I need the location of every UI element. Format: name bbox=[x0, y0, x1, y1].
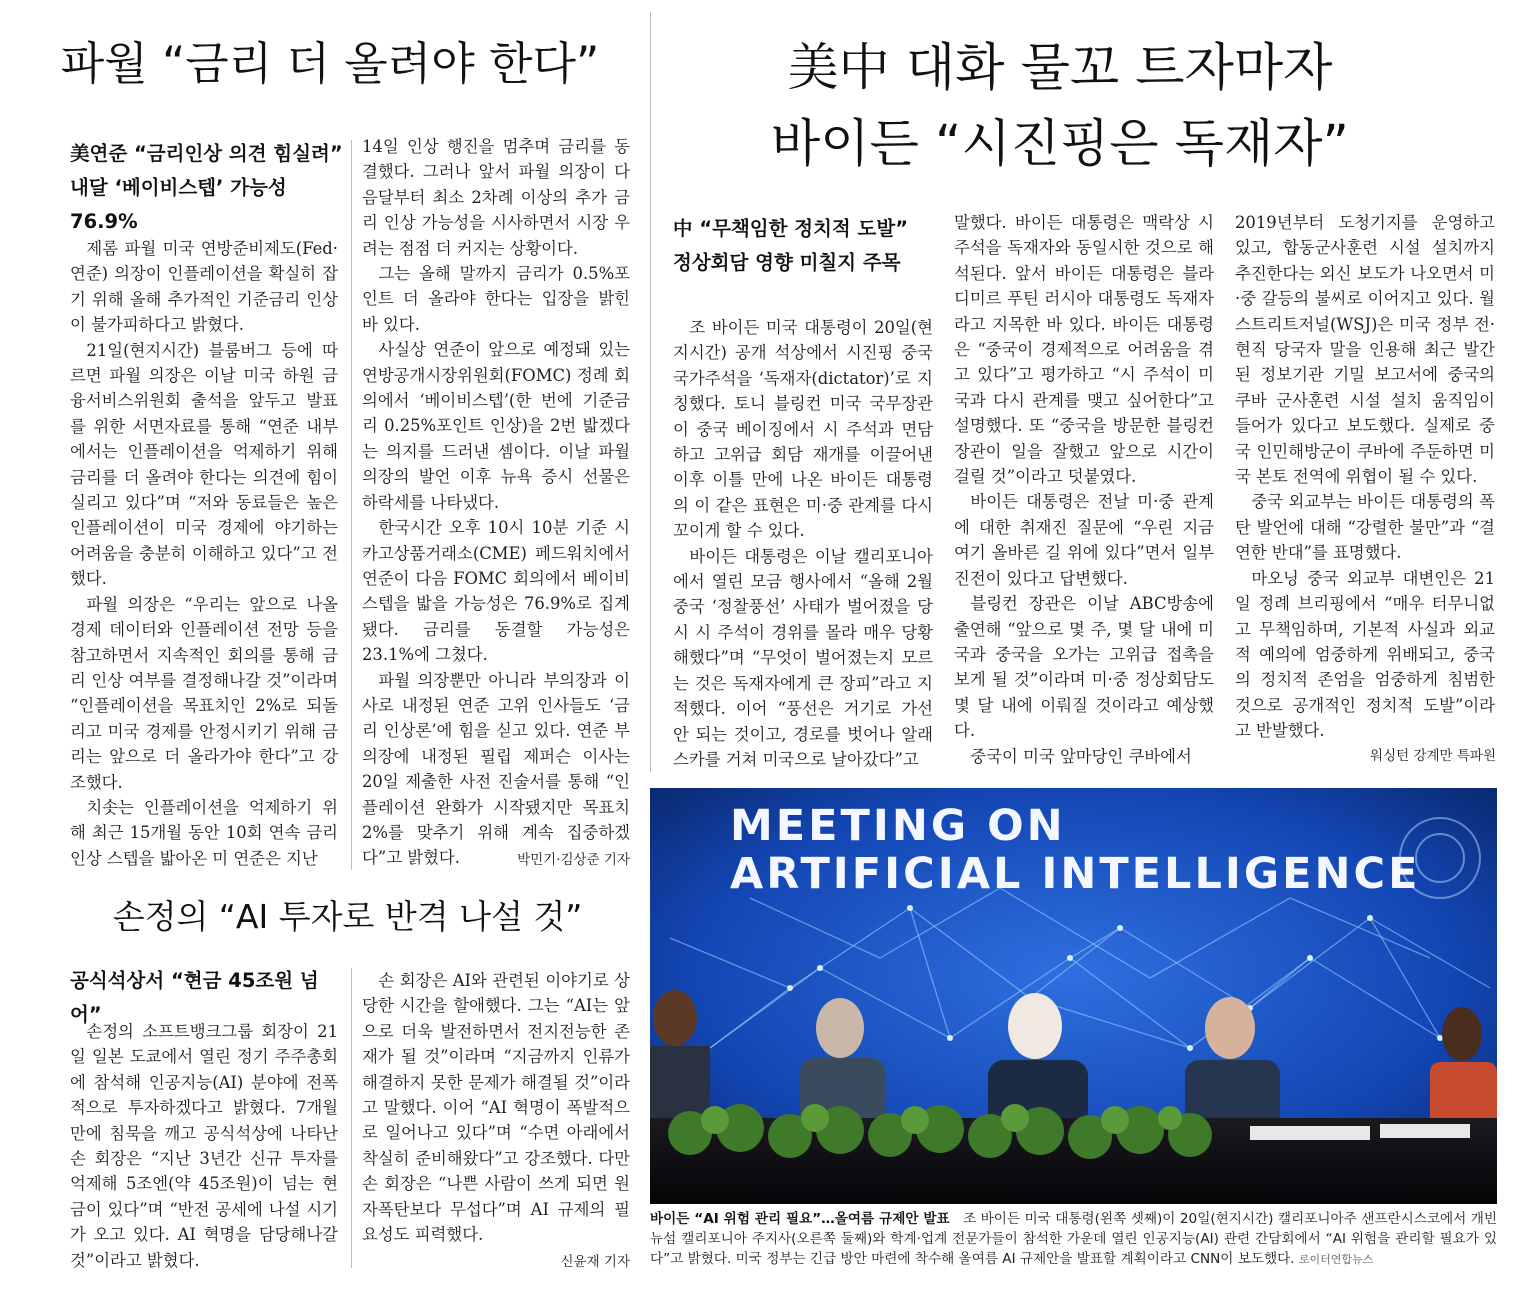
story1-subheads bbox=[70, 137, 345, 239]
story3-subhead-1: 中 “무책임한 정치적 도발” bbox=[673, 217, 909, 240]
photo-caption bbox=[650, 1209, 1497, 1270]
story1-subhead-2: 내달 ‘베이비스텝’ 가능성 76.9% bbox=[70, 176, 287, 233]
story3-headline-line-2: 바이든 “시진핑은 독재자” bbox=[771, 115, 1349, 174]
photo-credit: 로이터연합뉴스 bbox=[1298, 1253, 1374, 1266]
story1-paragraph: 사실상 연준이 앞으로 예정돼 있는 연방공개시장위원회(FOMC) 정례 회의에서 ‘베이비스텝’(한 번에 기준금리 0.25%포인트 인상)을 2번 밟겠다는 의지를 드러낸 셈이다. 이날 파월 의장의 발언 이후 뉴욕 증시 선물은 하락세를 나타냈다. bbox=[362, 340, 630, 512]
story1-paragraph: 치솟는 인플레이션을 억제하기 위해 최근 15개월 동안 10회 연속 금리 인상 스텝을 밟아온 미 연준은 지난 bbox=[70, 797, 338, 868]
story1-paragraph: 한국시간 오후 10시 10분 기준 시카고상품거래소(CME) 페드워치에서 연준이 다음 FOMC 회의에서 베이비스텝을 밟을 가능성은 76.9%로 집계됐다. 금리를 동결할 가능성은 23.1%에 그쳤다. bbox=[362, 518, 630, 665]
story3-paragraph: 중국이 미국 앞마당인 쿠바에서 bbox=[970, 746, 1192, 766]
story3-paragraph: 바이든 대통령은 이날 캘리포니아에서 열린 모금 행사에서 “올해 2월 중국 ‘정찰풍선’ 사태가 벌어졌을 당시 시 주석이 경위를 몰라 매우 당황해했다”며 “무엇이 벌어졌는지 모르는 것은 독재자에게 큰 장피”라고 지적했다. 이어 “풍선은 거기로 가선 안 되는 것이고, 경로를 벗어나 알래스카를 거쳐 미국으로 날아갔다”고 bbox=[673, 546, 933, 769]
story3-subheads bbox=[673, 212, 943, 280]
page-column-divider bbox=[650, 12, 651, 772]
story3-subhead-2: 정상회담 영향 미칠지 주목 bbox=[673, 251, 901, 274]
story3-column-1 bbox=[673, 315, 933, 772]
story1-column-divider bbox=[351, 140, 352, 870]
story1-paragraph: 파월 의장뿐만 아니라 부의장과 이사로 내정된 연준 고위 인사들도 ‘금리 인상론’에 힘을 싣고 있다. 연준 부의장에 내정된 필립 제퍼슨 이사는 20일 제출한 사전 진술서를 통해 “인플레이션 완화가 시작됐지만 목표치 2%를 맞추기 위해 계속 집중하겠다”고 밝혔다. bbox=[362, 670, 630, 868]
story3-paragraph: 블링컨 장관은 이날 ABC방송에 출연해 “앞으로 몇 주, 몇 달 내에 미국과 중국을 오가는 고위급 접촉을 보게 될 것”이라며 미·중 정상회담도 몇 달 내에 이뤄질 것이라고 예상했다. bbox=[954, 594, 1214, 741]
story2-paragraph: 손정의 소프트뱅크그룹 회장이 21일 일본 도쿄에서 열린 정기 주주총회에 참석해 인공지능(AI) 분야에 전폭적으로 투자하겠다고 밝혔다. 7개월만에 침묵을 깨고 공식석상에 나타난 손 회장은 “지난 3년간 신규 투자를 억제해 5조엔(약 45조원)이 넘는 현금이 있다”며 “반전 공세에 나설 시기가 오고 있다. AI 혁명을 담당해나갈 것”이라고 밝혔다. bbox=[70, 1022, 338, 1270]
story3-headline-line-1: 美中 대화 물꼬 트자마자 bbox=[787, 39, 1333, 98]
photo-banner-line-2: ARTIFICIAL INTELLIGENCE bbox=[730, 849, 1421, 899]
story2-byline: 신윤재 기자 bbox=[560, 1254, 630, 1270]
story1-headline: 파월 “금리 더 올려야 한다” bbox=[60, 37, 600, 90]
photo-caption-title: 바이든 “AI 위험 관리 필요”…올여름 규제안 발표 bbox=[650, 1211, 950, 1227]
story3-paragraph: 마오닝 중국 외교부 대변인은 21일 정례 브리핑에서 “매우 터무니없고 무책임하며, 기본적 사실과 외교적 예의에 엄중하게 위배되고, 중국의 정치적 존엄을 엄중하게 침범한 것으로 공개적인 정치적 도발”이라고 반발했다. bbox=[1235, 568, 1495, 741]
ai-meeting-photo bbox=[650, 788, 1497, 1204]
story2-paragraph: 손 회장은 AI와 관련된 이야기로 상당한 시간을 할애했다. 그는 “AI는 앞으로 더욱 발전하면서 전지전능한 존재가 될 것”이라며 “지금까지 인류가 해결하지 못한 문제가 해결될 것”이라고 말했다. 이어 “AI 혁명이 폭발적으로 일어나고 있다”며 “수면 아래에서 착실히 준비해왔다”고 강조했다. 다만 손 회장은 “나쁜 사람이 쓰게 되면 원자폭탄보다 무섭다”며 AI 규제의 필요성도 피력했다. bbox=[362, 971, 630, 1245]
story1-byline: 박민기·김상준 기자 bbox=[517, 852, 630, 868]
story1-paragraph: 제롬 파월 미국 연방준비제도(Fed·연준) 의장이 인플레이션을 확실히 잡기 위해 올해 추가적인 기준금리 인상이 불가피하다고 밝혔다. bbox=[70, 239, 338, 335]
story3-paragraph: 조 바이든 미국 대통령이 20일(현지시간) 공개 석상에서 시진핑 중국 국가주석을 ‘독재자(dictator)’로 지칭했다. 토니 블링컨 미국 국무장관이 중국 베이징에서 시 주석과 면담하고 고위급 회담 재개를 이끌어낸 이후 이틀 만에 나온 바이든 대통령의 이 같은 표현은 미·중 관계를 다시 꼬이게 할 수 있다. bbox=[673, 318, 933, 541]
story3-column-2 bbox=[954, 210, 1214, 769]
story2-headline: 손정의 “AI 투자로 반격 나설 것” bbox=[112, 897, 583, 936]
story1-paragraph: 14일 인상 행진을 멈추며 금리를 동결했다. 그러나 앞서 파월 의장이 다음달부터 최소 2차례 이상의 추가 금리 인상 가능성을 시사하면서 시장 우려는 점점 더 커지는 상황이다. bbox=[362, 137, 630, 258]
story2-column-2 bbox=[362, 968, 630, 1247]
story2-column-1 bbox=[70, 1019, 338, 1273]
story3-paragraph: 바이든 대통령은 전날 미·중 관계에 대한 취재진 질문에 “우린 지금 여기 올바른 길 위에 있다”면서 일부 진전이 있다고 답변했다. bbox=[954, 492, 1214, 588]
story3-byline: 워싱턴 강계만 특파원 bbox=[1370, 748, 1496, 764]
story1-subhead-1: 美연준 “금리인상 의견 힘실려” bbox=[70, 142, 343, 165]
story3-paragraph: 말했다. 바이든 대통령은 맥락상 시 주석을 독재자와 동일시한 것으로 해석된다. 앞서 바이든 대통령은 블라디미르 푸틴 러시아 대통령도 독재자라고 지목한 바 있다. 바이든 대통령은 “중국이 경제적으로 어려움을 겪고 있다”고 평가하고 “시 주석이 미국과 다시 관계를 맺고 싶어한다”고 설명했다. 또 “중국을 방문한 블링컨 장관이 일을 잘했고 앞으로 시간이 걸릴 것”이라고 덧붙였다. bbox=[954, 213, 1214, 487]
story3-paragraph: 중국 외교부는 바이든 대통령의 폭탄 발언에 대해 “강렬한 불만”과 “결연한 반대”를 표명했다. bbox=[1235, 492, 1495, 563]
story1-paragraph: 그는 올해 말까지 금리가 0.5%포인트 더 올라야 한다는 입장을 밝힌 바 있다. bbox=[362, 264, 630, 334]
story3-column-3 bbox=[1235, 210, 1495, 744]
photo-banner-text bbox=[730, 802, 1420, 898]
story1-paragraph: 21일(현지시간) 블룸버그 등에 따르면 파월 의장은 이날 미국 하원 금융서비스위원회 출석을 앞두고 발표를 위한 서면자료를 통해 “연준 내부에서는 인플레이션을 억제하기 위해 금리를 더 올려야 한다는 의견에 힘이 실리고 있다”며 “저와 동료들은 높은 인플레이션이 미국 경제에 야기하는 어려움을 충분히 이해하고 있다”고 전했다. bbox=[70, 340, 338, 589]
photo-banner-line-1: MEETING ON bbox=[730, 801, 1066, 851]
story2-subhead: 공식석상서 “현금 45조원 넘어” bbox=[70, 969, 319, 1026]
story3-paragraph: 2019년부터 도청기지를 운영하고 있고, 합동군사훈련 시설 설치까지 추진한다는 외신 보도가 나오면서 미·중 갈등의 불씨로 이어지고 있다. 월스트리트저널(WSJ)은 미국 정부 전·현직 당국자 말을 인용해 최근 발간된 정보기관 기밀 보고서에 중국의 쿠바 군사훈련 시설 설치 움직임이 들어가 있다고 보도했다. 실제로 중국 인민해방군이 쿠바에 주둔하면 미국 본토 전역에 위협이 될 수 있다. bbox=[1235, 213, 1495, 487]
story2-column-divider bbox=[351, 968, 352, 1268]
story1-paragraph: 파월 의장은 “우리는 앞으로 나올 경제 데이터와 인플레이션 전망 등을 참고하면서 지속적인 회의를 통해 금리 인상 여부를 결정해나갈 것”이라며 “인플레이션을 목표치인 2%로 되돌리고 미국 경제를 안정시키기 위해 금리는 앞으로 더 올라가야 한다”고 강조했다. bbox=[70, 594, 338, 792]
story1-column-1 bbox=[70, 236, 338, 871]
story1-column-2 bbox=[362, 134, 630, 871]
photo-caption-text: 조 바이든 미국 대통령(왼쪽 셋째)이 20일(현지시간) 캘리포니아주 샌프란시스코에서 개빈 뉴섬 캘리포니아 주지사(오른쪽 둘째)와 학계·업계 전문가들이 참석한 가운데 열린 인공지능(AI) 관련 간담회에서 “AI 위험을 관리할 필요가 있다”고 밝혔다. 미국 정부는 긴급 방안 마련에 착수해 올여름 AI 규제안을 발표할 계획이라고 CNN이 보도했다. bbox=[650, 1211, 1497, 1267]
